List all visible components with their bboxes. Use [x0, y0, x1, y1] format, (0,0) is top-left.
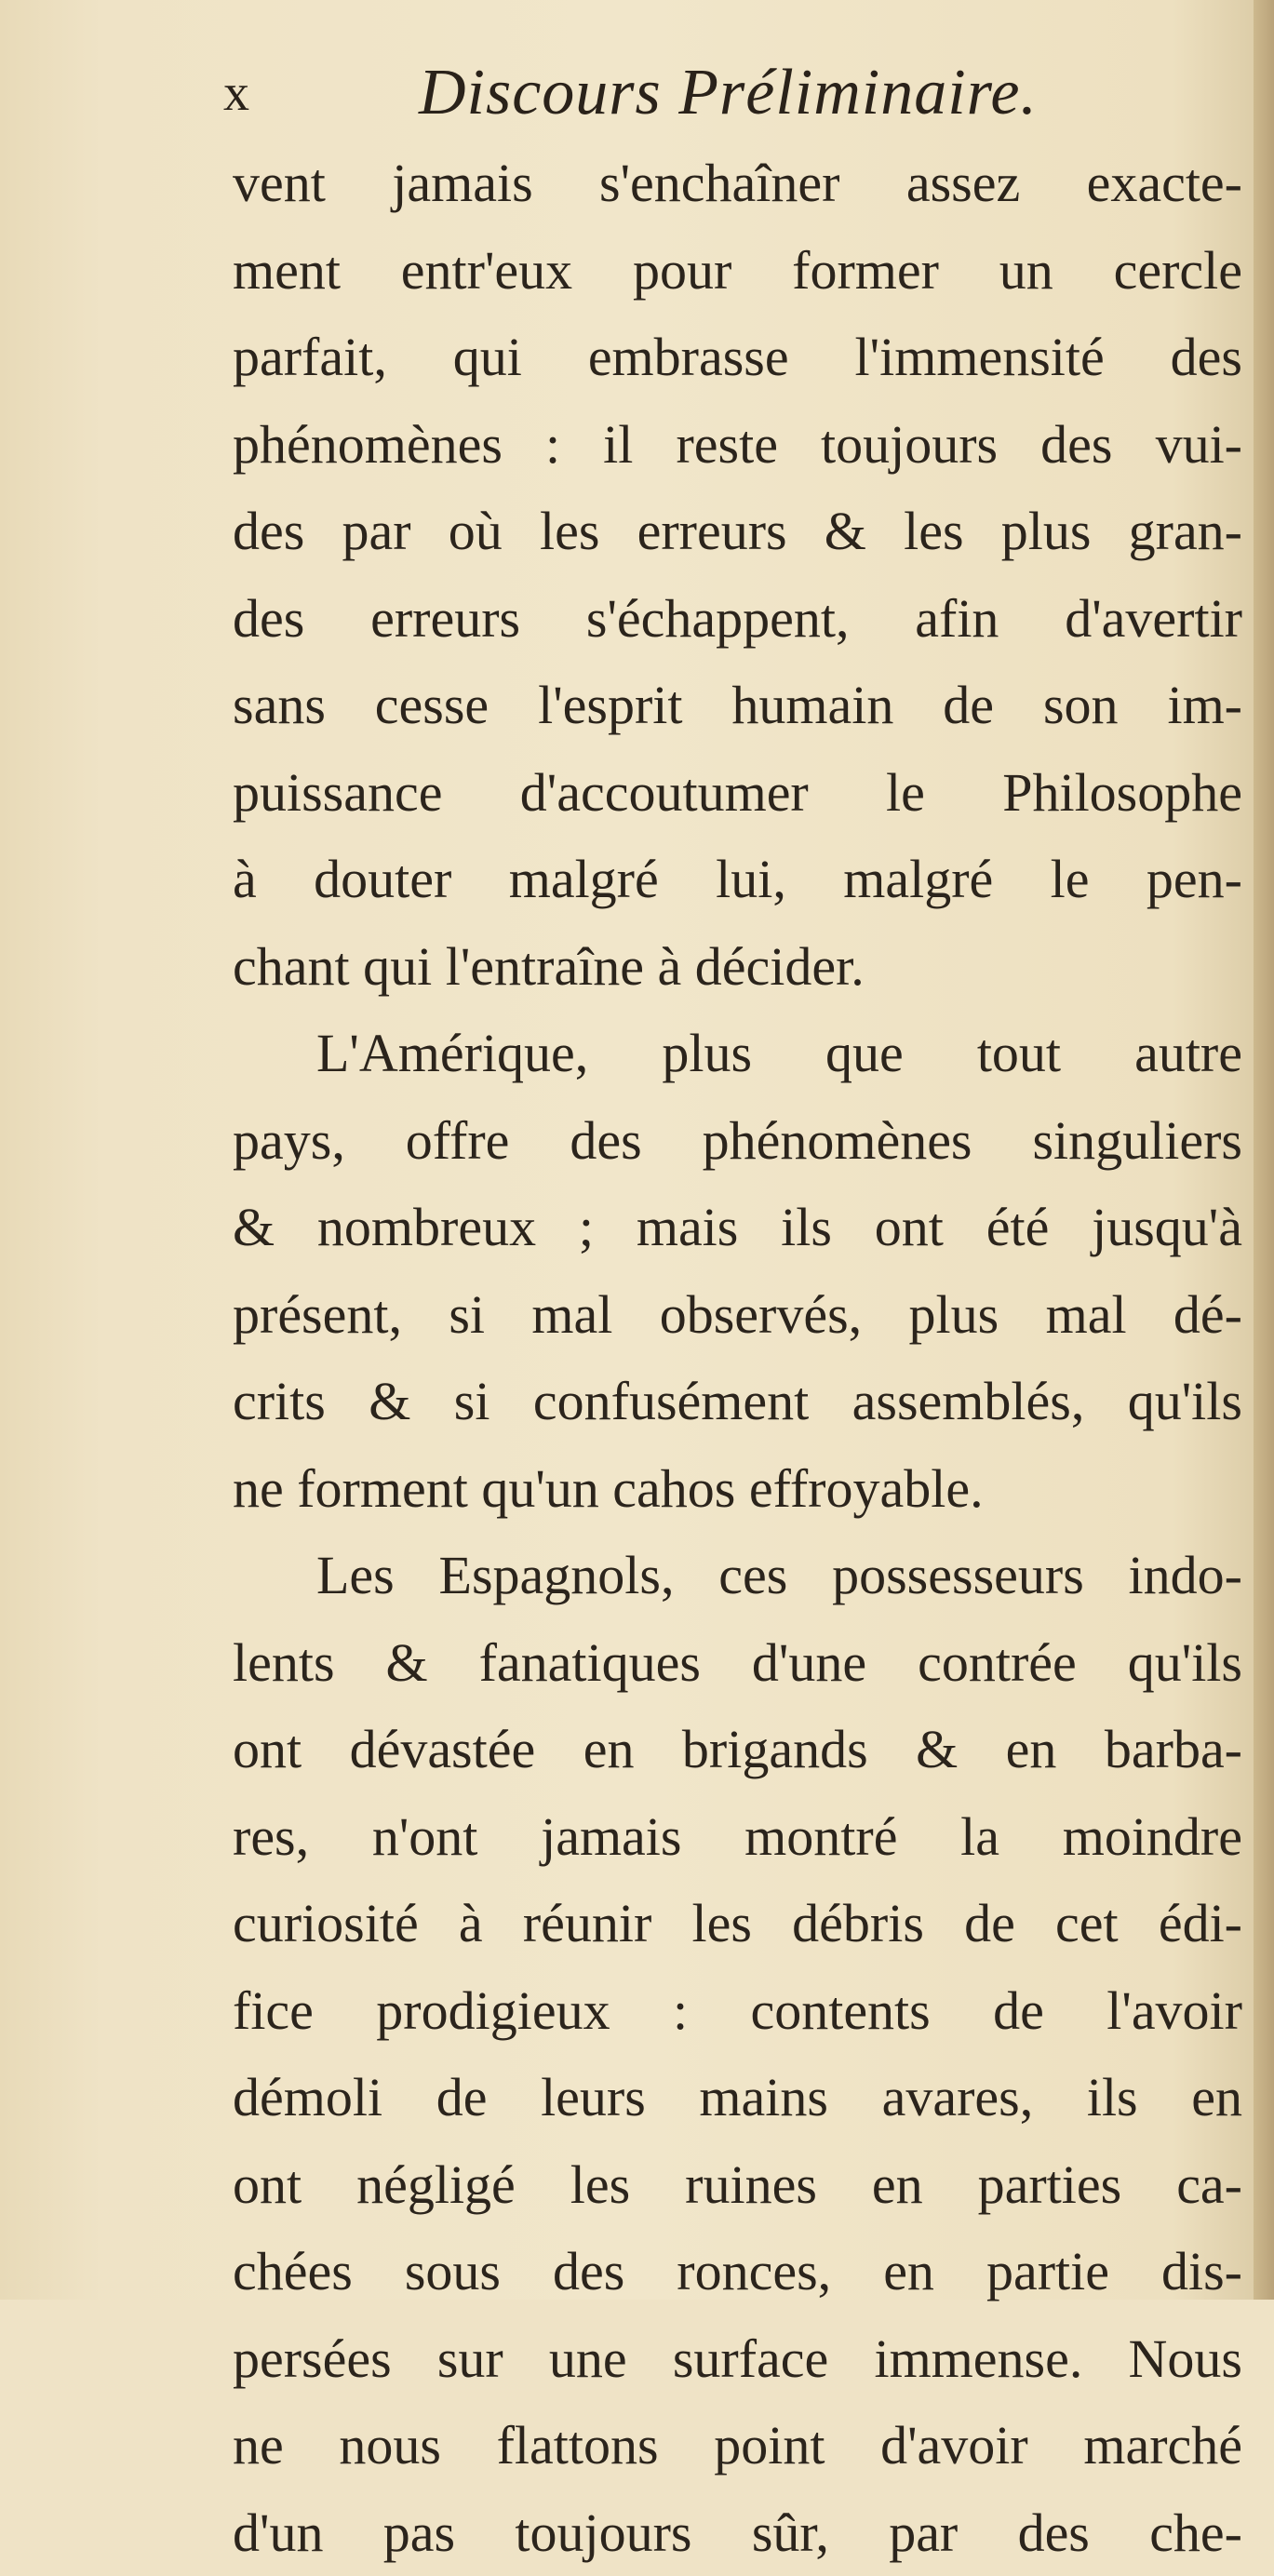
text-block [233, 140, 1242, 2576]
text-line: ont dévastée en brigands & en barba- [233, 1706, 1242, 1793]
page-edge [1254, 0, 1274, 2300]
text-line: puissance d'accoutumer le Philosophe [233, 749, 1242, 837]
text-line: ne forment qu'un cahos effroyable. [233, 1445, 1242, 1533]
text-line: lents & fanatiques d'une contrée qu'ils [233, 1619, 1242, 1707]
text-line: démoli de leurs mains avares, ils en [233, 2054, 1242, 2141]
running-title: Discours Préliminaire. [419, 56, 1038, 130]
text-line: des erreurs s'échappent, afin d'avertir [233, 575, 1242, 663]
text-line: fice prodigieux : contents de l'avoir [233, 1967, 1242, 2055]
text-line: à douter malgré lui, malgré le pen- [233, 836, 1242, 923]
page-header [223, 56, 1200, 140]
text-line: parfait, qui embrasse l'immensité des [233, 314, 1242, 401]
text-line: ment entr'eux pour former un cercle [233, 227, 1242, 315]
page-number: x [223, 63, 249, 123]
text-line: res, n'ont jamais montré la moindre [233, 1793, 1242, 1881]
text-line: phénomènes : il reste toujours des vui- [233, 401, 1242, 489]
text-line: persées sur une surface immense. Nous [233, 2315, 1242, 2403]
text-line: & nombreux ; mais ils ont été jusqu'à [233, 1184, 1242, 1271]
text-line: des par où les erreurs & les plus gran- [233, 488, 1242, 575]
text-line: chant qui l'entraîne à décider. [233, 923, 1242, 1011]
text-line: crits & si confusément assemblés, qu'ils [233, 1358, 1242, 1445]
text-line: pays, offre des phénomènes singuliers [233, 1097, 1242, 1185]
text-line: chées sous des ronces, en partie dis- [233, 2228, 1242, 2315]
text-line: ne nous flattons point d'avoir marché [233, 2402, 1242, 2489]
text-line: d'un pas toujours sûr, par des che- [233, 2489, 1242, 2576]
text-line: présent, si mal observés, plus mal dé- [233, 1271, 1242, 1359]
paragraph-start: L'Amérique, plus que tout autre [233, 1010, 1242, 1097]
text-line: sans cesse l'esprit humain de son im- [233, 662, 1242, 749]
text-line: vent jamais s'enchaîner assez exacte- [233, 140, 1242, 227]
paragraph-start: Les Espagnols, ces possesseurs indo- [233, 1532, 1242, 1619]
text-line: ont négligé les ruines en parties ca- [233, 2141, 1242, 2229]
text-line: curiosité à réunir les débris de cet édi- [233, 1880, 1242, 1967]
